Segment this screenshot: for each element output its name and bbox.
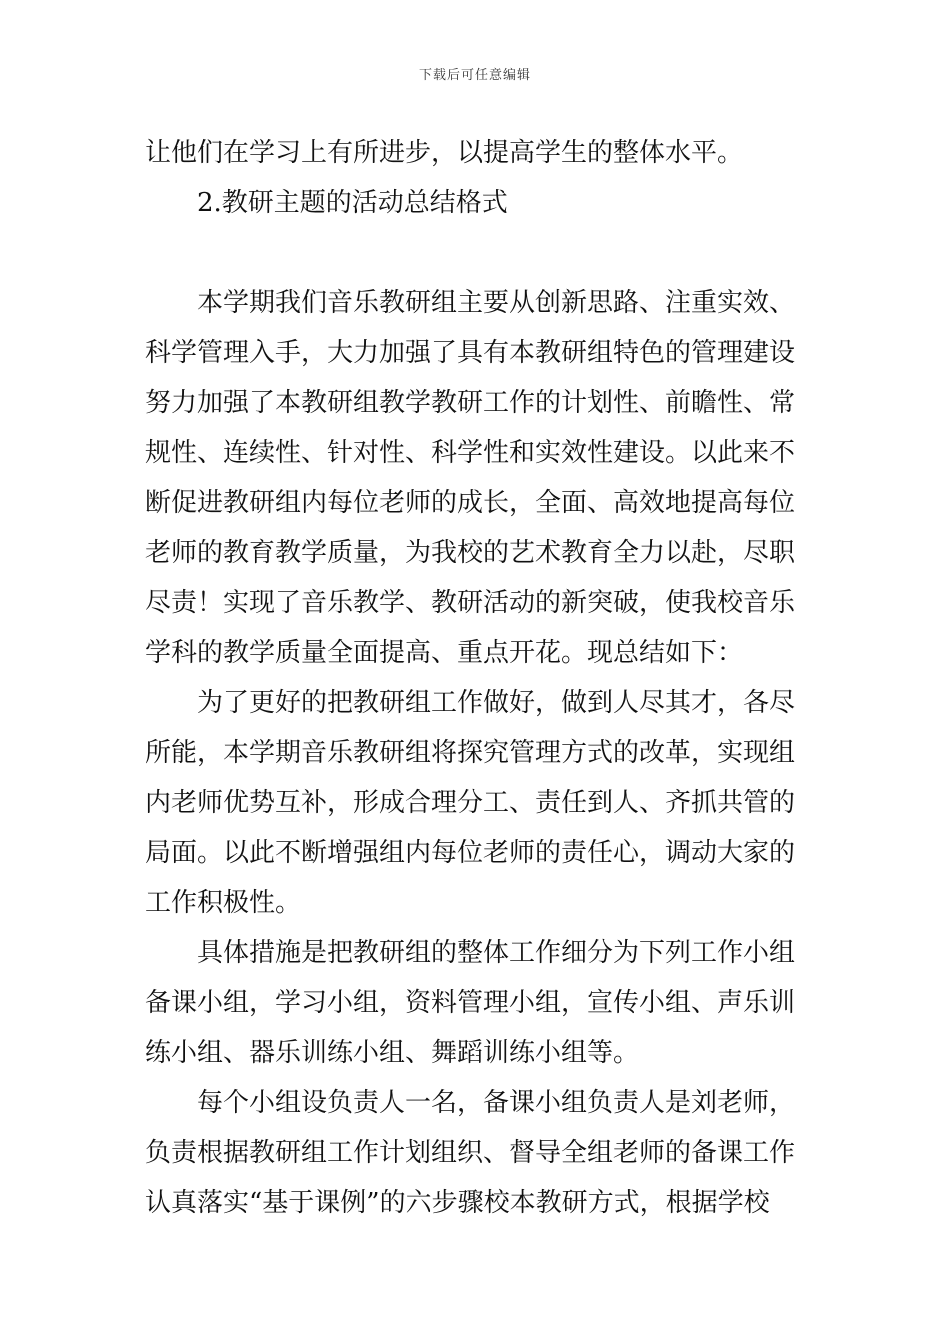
text-line: 局面。以此不断增强组内每位老师的责任心，调动大家的 — [145, 838, 796, 868]
text-line: 努力加强了本教研组教学教研工作的计划性、前瞻性、常 — [145, 388, 796, 418]
text-line: 所能，本学期音乐教研组将探究管理方式的改革，实现组 — [145, 738, 796, 768]
text-line: 让他们在学习上有所进步，以提高学生的整体水平。 — [145, 138, 744, 168]
text-line: 练小组、器乐训练小组、舞蹈训练小组等。 — [145, 1038, 640, 1068]
page-header: 下载后可任意编辑 — [418, 68, 531, 83]
text-line: 每个小组设负责人一名，备课小组负责人是刘老师， — [197, 1088, 796, 1118]
text-line: 为了更好的把教研组工作做好，做到人尽其才，各尽 — [197, 688, 796, 718]
text-line: 备课小组，学习小组，资料管理小组，宣传小组、声乐训 — [145, 988, 796, 1018]
text-line: 规性、连续性、针对性、科学性和实效性建设。以此来不 — [145, 438, 796, 468]
text-line: 工作积极性。 — [145, 888, 302, 918]
text-line: 学科的教学质量全面提高、重点开花。现总结如下： — [145, 638, 744, 668]
text-line: 老师的教育教学质量，为我校的艺术教育全力以赴，尽职 — [145, 538, 796, 568]
document-body — [145, 128, 810, 1228]
section-heading: 2.教研主题的活动总结格式 — [197, 188, 508, 218]
text-line: 本学期我们音乐教研组主要从创新思路、注重实效、 — [197, 288, 796, 318]
text-line: 科学管理入手，大力加强了具有本教研组特色的管理建设 — [145, 338, 796, 368]
text-line: 断促进教研组内每位老师的成长，全面、高效地提高每位 — [145, 488, 796, 518]
text-line: 尽责！实现了音乐教学、教研活动的新突破，使我校音乐 — [145, 588, 796, 618]
blank-line — [145, 228, 810, 278]
text-line: 内老师优势互补，形成合理分工、责任到人、齐抓共管的 — [145, 788, 796, 818]
text-line: 负责根据教研组工作计划组织、督导全组老师的备课工作 — [145, 1138, 796, 1168]
text-line: 具体措施是把教研组的整体工作细分为下列工作小组 — [197, 938, 796, 968]
text-line: 认真落实“基于课例”的六步骤校本教研方式，根据学校 — [145, 1188, 770, 1218]
